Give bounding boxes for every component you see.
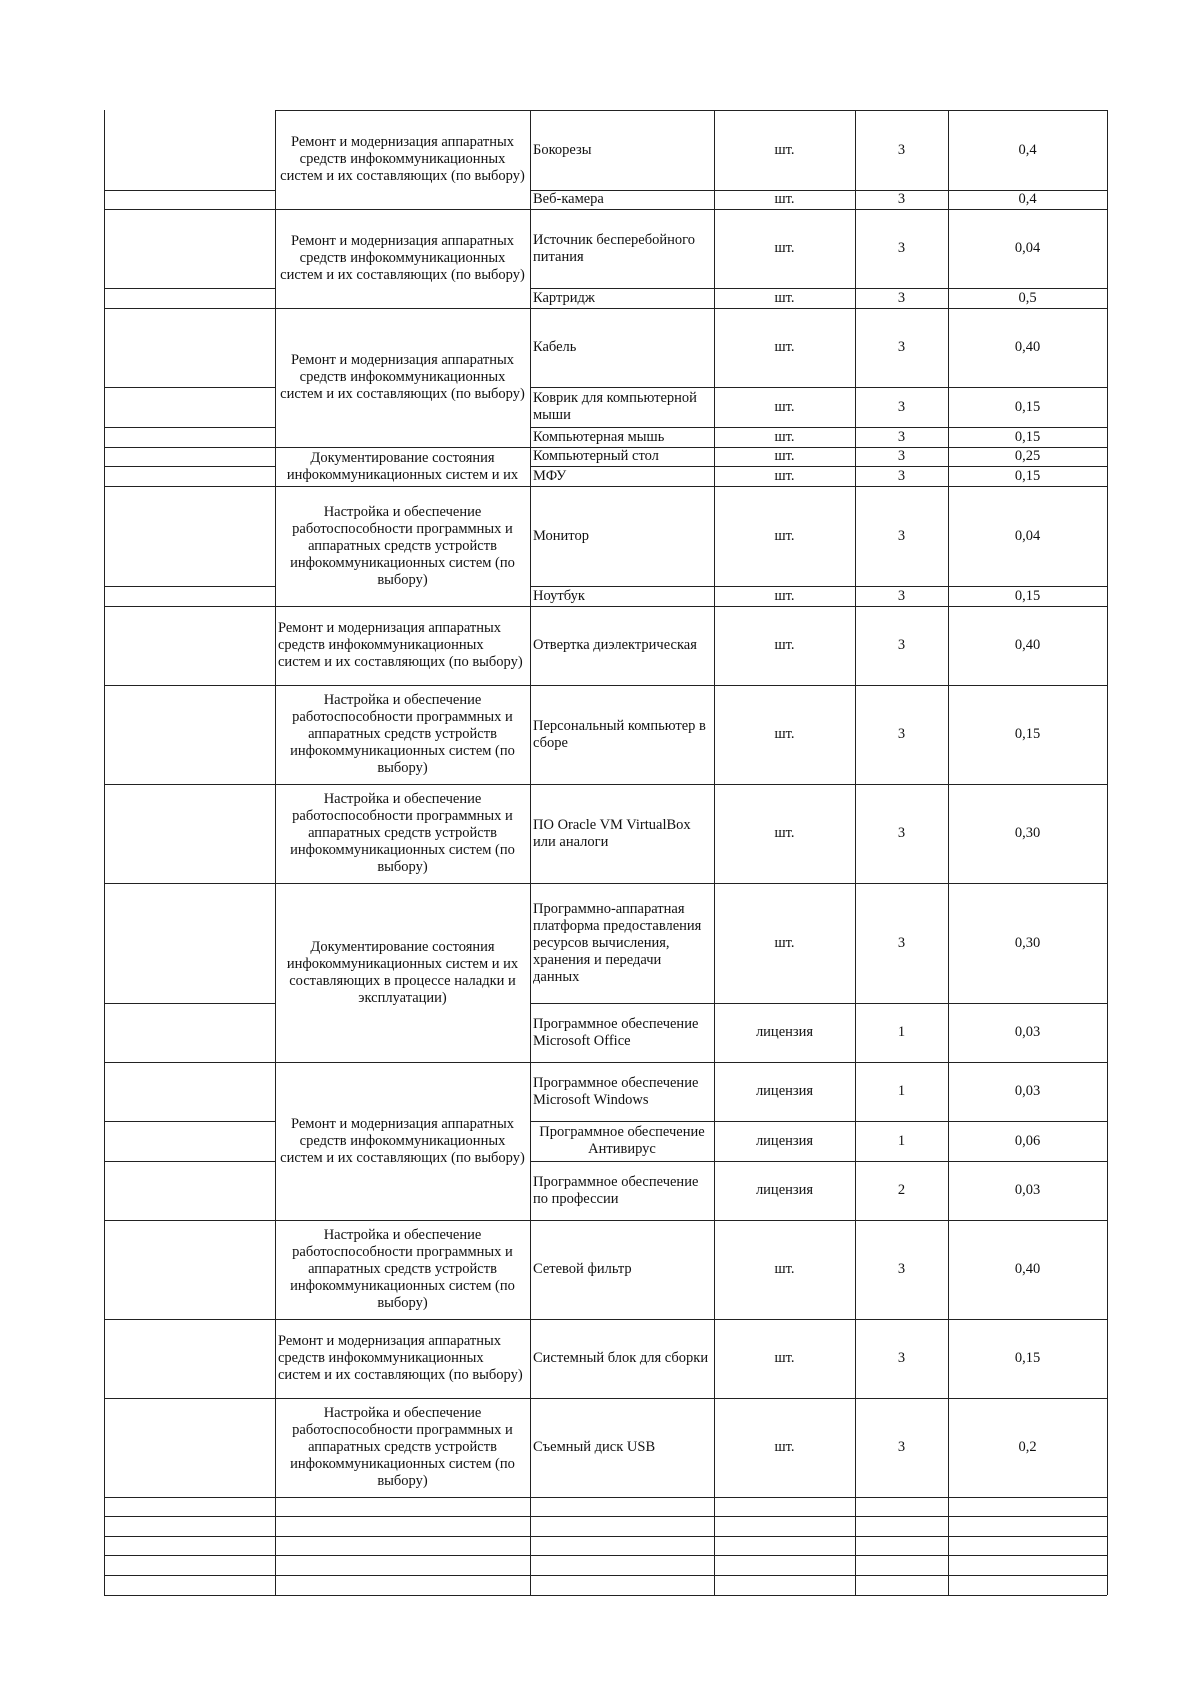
table-cell-qty: 3 <box>897 587 906 604</box>
table-cell-item: Программное обеспечение Microsoft Office <box>533 1015 699 1049</box>
table-cell-item: Коврик для компьютерной мыши <box>533 390 697 423</box>
table-cell-ratio: 0,15 <box>1014 428 1041 445</box>
table-cell-module: Ремонт и модернизация аппаратных средств инфокоммуникационных систем и их составляющих (по выбору) <box>278 1333 523 1383</box>
table-cell-ratio: 0,03 <box>1014 1024 1041 1040</box>
table-cell-module: Настройка и обеспечение работоспособности программных и аппаратных средств устройств инфокоммуникационных систем (по выбору) <box>290 503 515 588</box>
table-cell-ratio: 0,30 <box>1014 934 1041 951</box>
table-cell-qty: 3 <box>897 398 906 415</box>
table-cell-item: Компьютерный стол <box>533 448 659 464</box>
table-cell-item: Программное обеспечение Антивирус <box>539 1124 705 1157</box>
table-cell-qty: 3 <box>897 1261 906 1277</box>
table-cell-ratio: 0,15 <box>1014 726 1041 742</box>
table-cell-ratio: 0,40 <box>1014 339 1041 355</box>
table-cell-ratio: 0,2 <box>1018 1439 1037 1455</box>
table-cell-unit: шт. <box>774 141 795 158</box>
table-cell-unit: шт. <box>774 240 795 256</box>
table-cell-item: Отвертка диэлектрическая <box>533 637 697 653</box>
table-cell-ratio: 0,03 <box>1014 1182 1041 1198</box>
table-cell-item: Сетевой фильтр <box>533 1261 632 1277</box>
table-cell-unit: шт. <box>774 448 795 464</box>
table-cell-unit: лицензия <box>755 1024 814 1040</box>
table-cell-unit: шт. <box>774 339 795 355</box>
table-cell-module: Настройка и обеспечение работоспособности программных и аппаратных средств устройств инфокоммуникационных систем (по выбору) <box>290 1405 515 1489</box>
table-cell-item: МФУ <box>533 467 567 484</box>
table-cell-item: Источник бесперебойного питания <box>533 231 695 265</box>
table-cell-module: Ремонт и модернизация аппаратных средств инфокоммуникационных систем и их составляющих (по выбору) <box>280 134 525 184</box>
table-cell-qty: 2 <box>897 1182 906 1198</box>
table-cell-qty: 3 <box>897 240 906 256</box>
table-cell-ratio: 0,4 <box>1018 141 1037 158</box>
table-cell-module: Ремонт и модернизация аппаратных средств инфокоммуникационных систем и их составляющих (по выбору) <box>280 233 525 283</box>
table-cell-unit: шт. <box>774 398 795 415</box>
table-cell-module: Настройка и обеспечение работоспособности программных и аппаратных средств устройств инфокоммуникационных систем (по выбору) <box>290 1227 515 1311</box>
table-cell-ratio: 0,04 <box>1014 527 1041 544</box>
table-cell-item: Системный блок для сборки <box>533 1350 709 1366</box>
table-cell-unit: шт. <box>774 587 795 604</box>
table-cell-item: Картридж <box>533 289 595 306</box>
table-cell-unit: шт. <box>774 726 795 742</box>
table-cell-module: Ремонт и модернизация аппаратных средств инфокоммуникационных систем и их составляющих (по выбору) <box>280 1115 525 1166</box>
table-cell-unit: лицензия <box>755 1083 814 1099</box>
table-cell-ratio: 0,06 <box>1014 1132 1041 1149</box>
table-cell-qty: 3 <box>897 467 906 484</box>
table-cell-ratio: 0,30 <box>1014 825 1041 841</box>
table-cell-item: Программное обеспечение Microsoft Windows <box>533 1074 699 1108</box>
table-cell-module: Ремонт и модернизация аппаратных средств инфокоммуникационных систем и их составляющих (по выбору) <box>278 620 523 670</box>
table-cell-unit: шт. <box>774 825 795 841</box>
table-cell-module: Настройка и обеспечение работоспособности программных и аппаратных средств устройств инфокоммуникационных систем (по выбору) <box>290 791 515 875</box>
table-cell-qty: 3 <box>897 339 906 355</box>
table-cell-item: Ноутбук <box>533 587 585 604</box>
table-cell-qty: 3 <box>897 934 906 951</box>
table-cell-unit: шт. <box>774 467 795 484</box>
table-cell-qty: 3 <box>897 825 906 841</box>
table-cell-ratio: 0,04 <box>1014 240 1041 256</box>
table-cell-unit: шт. <box>774 289 795 306</box>
table-cell-module: Документирование состояния инфокоммуникационных систем и их составляющих в процессе наладки и эксплуатации) <box>286 938 519 1006</box>
table-cell-item: Съемный диск USB <box>533 1439 656 1455</box>
table-cell-unit: шт. <box>774 527 795 544</box>
table-cell-ratio: 0,03 <box>1014 1083 1041 1099</box>
table-cell-qty: 3 <box>897 527 906 544</box>
table-cell-item: Веб-камера <box>533 191 604 207</box>
table-cell-qty: 1 <box>897 1083 906 1099</box>
table-cell-item: Персональный компьютер в сборе <box>533 717 706 751</box>
table-cell-ratio: 0,40 <box>1014 1261 1041 1277</box>
table-cell-ratio: 0,40 <box>1014 637 1041 653</box>
table-cell-ratio: 0,25 <box>1014 448 1041 464</box>
table-cell-module: Настройка и обеспечение работоспособности программных и аппаратных средств устройств инфокоммуникационных систем (по выбору) <box>290 692 515 776</box>
table-cell-item: Бокорезы <box>533 141 592 158</box>
table-cell-qty: 3 <box>897 1439 906 1455</box>
table-cell-module: Ремонт и модернизация аппаратных средств инфокоммуникационных систем и их составляющих (по выбору) <box>280 352 525 402</box>
table-cell-qty: 3 <box>897 191 906 207</box>
table-cell-qty: 3 <box>897 428 906 445</box>
table-cell-qty: 3 <box>897 1350 906 1366</box>
table-cell-qty: 1 <box>897 1024 906 1040</box>
table-cell-unit: шт. <box>774 428 795 445</box>
table-cell-ratio: 0,15 <box>1014 587 1041 604</box>
table-cell-unit: шт. <box>774 1261 795 1277</box>
table-cell-qty: 3 <box>897 289 906 306</box>
table-cell-qty: 3 <box>897 141 906 158</box>
table-cell-module: Документирование состояния инфокоммуникационных систем и их <box>286 449 519 483</box>
table-cell-item: Программно-аппаратная платформа предоставления ресурсов вычисления, хранения и передачи данных <box>533 900 702 985</box>
table-cell-ratio: 0,15 <box>1014 398 1041 415</box>
table-cell-ratio: 0,5 <box>1018 289 1037 306</box>
table-cell-qty: 3 <box>897 726 906 742</box>
table-cell-item: Программное обеспечение по профессии <box>533 1173 699 1207</box>
table-cell-unit: шт. <box>774 1350 795 1366</box>
table-cell-item: Кабель <box>533 339 577 355</box>
table-cell-ratio: 0,15 <box>1014 467 1041 484</box>
table-cell-item: ПО Oracle VM VirtualBox или аналоги <box>533 816 691 850</box>
table-cell-ratio: 0,4 <box>1018 191 1037 207</box>
table-cell-item: Компьютерная мышь <box>533 428 665 445</box>
table-cell-unit: шт. <box>774 934 795 951</box>
table-cell-unit: шт. <box>774 1439 795 1455</box>
table-cell-qty: 3 <box>897 448 906 464</box>
table-cell-unit: лицензия <box>755 1182 814 1198</box>
table-cell-unit: лицензия <box>755 1132 814 1149</box>
table-cell-unit: шт. <box>774 637 795 653</box>
table-cell-unit: шт. <box>774 191 795 207</box>
table-cell-item: Монитор <box>533 527 589 544</box>
table-cell-qty: 3 <box>897 637 906 653</box>
table-cell-ratio: 0,15 <box>1014 1350 1041 1366</box>
table-cell-qty: 1 <box>897 1132 906 1149</box>
